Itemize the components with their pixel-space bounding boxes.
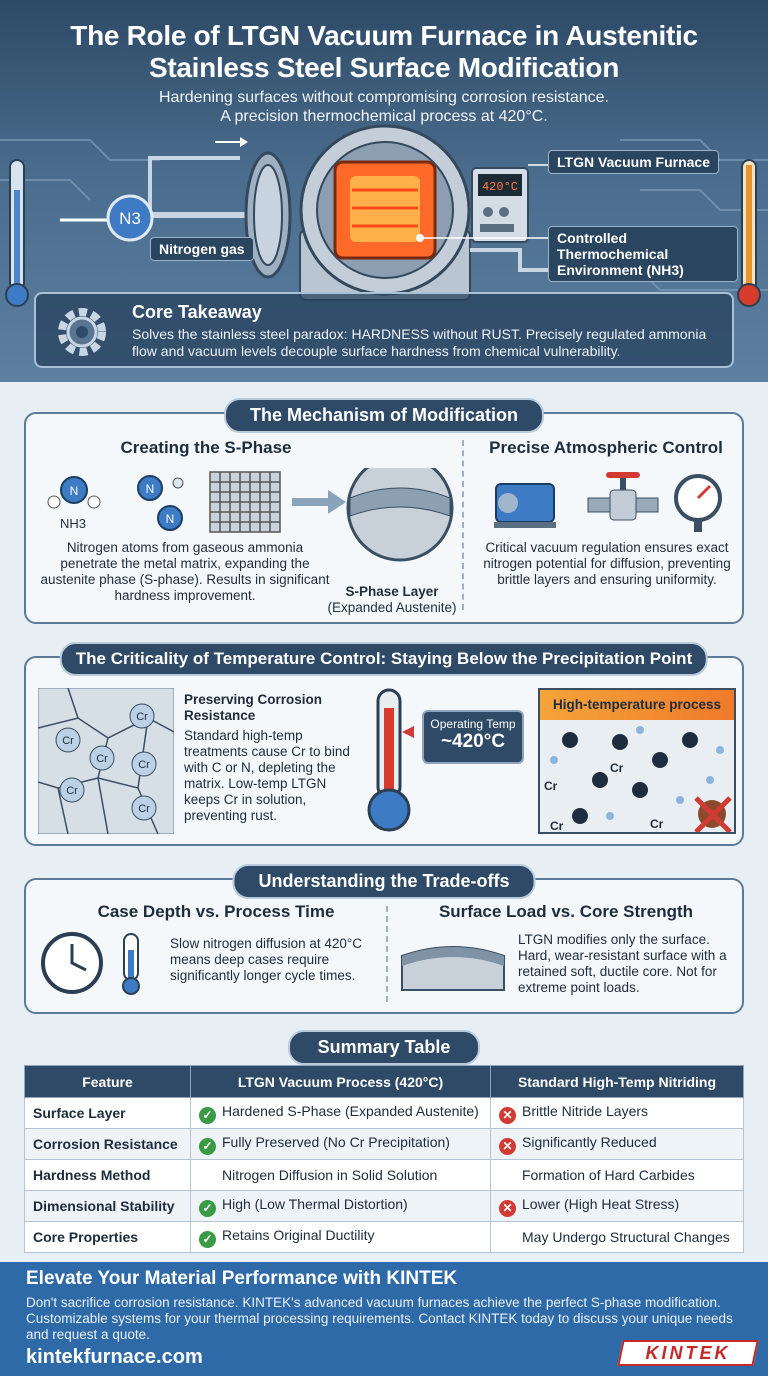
rust-cross-icon [696,798,730,832]
small-thermometer-icon [123,934,139,994]
footer-text: Don't sacrifice corrosion resistance. KINTEK's advanced vacuum furnaces achieve the perfect S-phase modification. Customizable systems for your thermal processing requirements. Contact KINTEK today to discuss your unique needs and request a quote. [26,1295,733,1342]
s-phase-layer-sub: (Expanded Austenite) [327,600,457,615]
mechanism-section [24,405,744,624]
valve-icon [588,472,658,520]
table-row [25,1098,744,1129]
surface-load-title: Surface Load vs. Core Strength [438,902,694,921]
svg-text:Cr: Cr [650,817,664,831]
mechanism-title: The Mechanism of Modification [224,398,544,433]
header-standard: Standard High-Temp Nitriding [491,1066,744,1098]
check-icon: ✓ [199,1200,216,1217]
summary-title-wrap [0,1030,768,1065]
svg-text:420°C: 420°C [481,180,519,194]
cell-text: Formation of Hard Carbides [522,1167,695,1183]
kintek-logo-text: KINTEK [645,1343,731,1363]
cross-icon: ✕ [499,1138,516,1155]
ammonia-molecule-icon [48,477,100,531]
standard-cell [491,1160,744,1191]
operating-temp-label: Operating Temp [430,717,516,731]
summary-title: Summary Table [288,1030,481,1065]
footer-title: Elevate Your Material Performance with KINTEK [26,1268,458,1289]
tradeoffs-section [24,871,744,1014]
standard-cell [491,1129,744,1160]
svg-text:Cr: Cr [62,735,74,747]
takeaway-text: Solves the stainless steel paradox: HARDNESS without RUST. Precisely regulated ammonia flow and vacuum levels decouple surface hardness from chemical vulnerability. [132,326,707,359]
ltgn-cell [191,1160,491,1191]
table-row [25,1129,744,1160]
hero-subtitle-line2: A precision thermochemical process at 420°C. [220,108,548,125]
environment-label: Controlled Thermochemical Environment (NH3) [548,226,738,282]
svg-text:N: N [165,512,175,526]
standard-cell [491,1098,744,1129]
check-icon: ✓ [199,1138,216,1155]
table-row [25,1160,744,1191]
operating-temp-badge [422,710,524,764]
feature-cell: Hardness Method [25,1160,191,1191]
clock-icon [43,934,101,992]
hero-title-line2: Stainless Steel Surface Modification [149,52,619,83]
high-temp-label: High-temperature process [540,690,734,720]
check-icon: ✓ [199,1231,216,1248]
control-equipment-illustration [488,472,728,536]
time-illustration [40,930,160,996]
thermometer-icon [360,686,420,836]
footer-url-link[interactable]: kintekfurnace.com [26,1346,203,1368]
hero-subtitle-line1: Hardening surfaces without compromising corrosion resistance. [159,89,609,106]
feature-cell: Corrosion Resistance [25,1129,191,1160]
s-phase-text: Nitrogen atoms from gaseous ammonia penetrate the metal matrix, expanding the austenite phase (S-phase). Results in significant hardness improvement. [40,540,330,603]
core-takeaway-panel [34,292,734,368]
cell-text: Fully Preserved (No Cr Precipitation) [222,1133,450,1150]
vacuum-pump-icon [494,484,556,528]
s-phase-title: Creating the S-Phase [120,438,292,457]
kintek-logo [617,1340,759,1366]
svg-text:NH3: NH3 [60,516,87,531]
temperature-title: The Criticality of Temperature Control: Staying Below the Precipitation Point [60,642,708,676]
section-divider [462,440,464,610]
ltgn-cell [191,1222,491,1253]
pressure-gauge-icon [676,476,720,532]
case-depth-title: Case Depth vs. Process Time [97,902,335,921]
svg-text:Cr: Cr [138,759,150,771]
ltgn-cell [191,1191,491,1222]
standard-cell [491,1191,744,1222]
header-feature: Feature [25,1066,191,1098]
preserve-title: Preserving Corrosion Resistance [184,692,323,723]
cell-text: Significantly Reduced [522,1133,657,1150]
svg-text:N: N [145,482,155,496]
cell-text: Hardened S-Phase (Expanded Austenite) [222,1102,479,1119]
gear-icon [54,304,110,360]
check-icon: ✓ [199,1107,216,1124]
feature-cell: Core Properties [25,1222,191,1253]
s-phase-layer-label: S-Phase Layer [345,584,439,599]
svg-text:N: N [69,484,79,498]
takeaway-title: Core Takeaway [132,302,262,322]
metal-lattice-icon [210,472,280,532]
svg-text:N3: N3 [119,209,141,228]
header-ltgn: LTGN Vacuum Process (420°C) [191,1066,491,1098]
svg-text:Cr: Cr [610,761,624,775]
precipitation-illustration [540,720,736,834]
feature-cell: Surface Layer [25,1098,191,1129]
atmospheric-control-title: Precise Atmospheric Control [489,438,723,457]
svg-text:Cr: Cr [138,803,150,815]
preserve-text: Standard high-temp treatments cause Cr to bind with C or N, depleting the matrix. Low-temp LTGN keeps Cr in solution, preventing rust. [184,728,350,823]
table-row [25,1191,744,1222]
ltgn-cell [191,1129,491,1160]
hero-banner [0,0,768,382]
atmospheric-control-text: Critical vacuum regulation ensures exact nitrogen potential for diffusion, preventing brittle layers and ensuring uniformity. [483,540,731,587]
standard-cell [491,1222,744,1253]
svg-text:Cr: Cr [550,819,564,833]
svg-text:Cr: Cr [544,779,558,793]
surface-load-text: LTGN modifies only the surface. Hard, wear-resistant surface with a retained soft, ductile core. Not for extreme point loads. [518,932,727,995]
hot-thermometer-icon [738,160,760,306]
svg-text:Cr: Cr [136,711,148,723]
high-temp-panel [538,688,736,834]
temperature-section [24,649,744,846]
cross-icon: ✕ [499,1200,516,1217]
svg-text:Cr: Cr [96,753,108,765]
hero-subtitle [0,88,768,126]
furnace-label: LTGN Vacuum Furnace [548,150,719,174]
nitrogen-label: Nitrogen gas [150,237,254,261]
table-header-row [25,1066,744,1098]
cell-text: Nitrogen Diffusion in Solid Solution [222,1167,438,1183]
cell-text: High (Low Thermal Distortion) [222,1195,408,1212]
ltgn-cell [191,1098,491,1129]
nitrogen-atom-icon [138,476,183,530]
cell-text: Lower (High Heat Stress) [522,1195,680,1212]
cross-icon: ✕ [499,1107,516,1124]
tradeoffs-title: Understanding the Trade-offs [232,864,535,899]
s-phase-layer-icon [348,468,452,560]
svg-text:Cr: Cr [66,785,78,797]
cell-text: Retains Original Ductility [222,1226,375,1243]
cr-grain-illustration [38,688,174,834]
case-depth-text: Slow nitrogen diffusion at 420°C means deep cases require significantly longer cycle times. [170,936,363,983]
feature-cell: Dimensional Stability [25,1191,191,1222]
surface-layer-icon [400,936,506,992]
hero-title [0,20,768,84]
summary-table [24,1065,744,1253]
cell-text: Brittle Nitride Layers [522,1102,649,1119]
hero-title-line1: The Role of LTGN Vacuum Furnace in Austenitic [70,20,698,51]
cold-thermometer-icon [6,160,28,306]
operating-temp-value: ~420°C [440,731,506,752]
cell-text: May Undergo Structural Changes [522,1229,730,1245]
table-row [25,1222,744,1253]
